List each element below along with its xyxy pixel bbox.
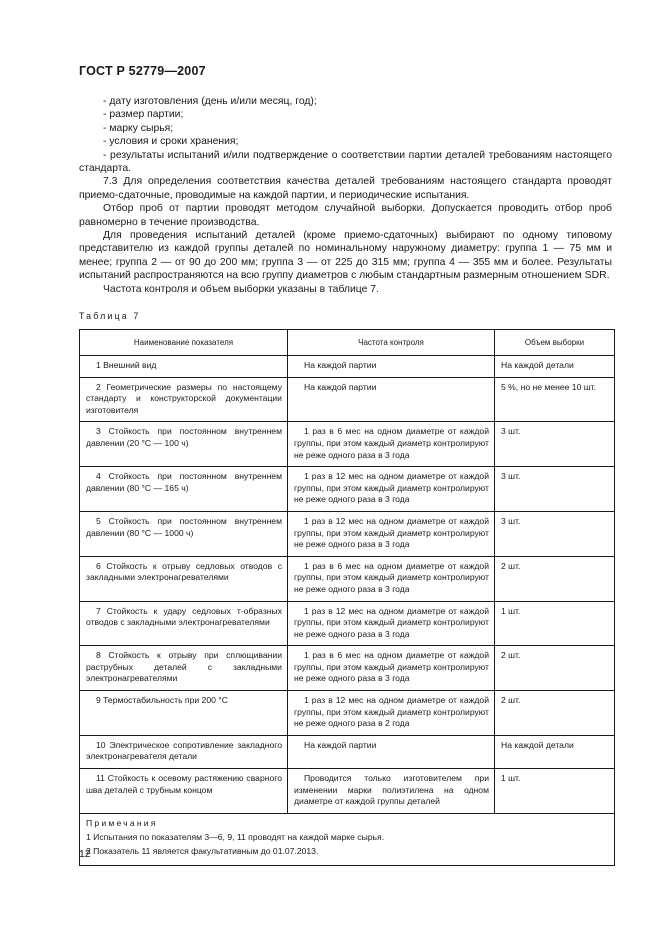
paragraph: Отбор проб от партии проводят методом случайной выборки. Допускается проводить отбор проб равномерно в течение производства. — [79, 203, 612, 228]
table-row — [80, 556, 615, 601]
sample-size-cell: 3 шт. — [495, 422, 615, 467]
bullet-item: - марку сырья; — [103, 122, 174, 134]
sample-size-cell: 2 шт. — [495, 691, 615, 736]
frequency-cell: 1 раз в 12 мес на одном диаметре от каждой группы, при этом каждый диаметр контролируют не реже одного раза в 3 года — [288, 511, 495, 556]
table-row — [80, 377, 615, 422]
body-text — [79, 95, 612, 296]
paragraph: 7.3 Для определения соответствия качества деталей требованиям настоящего стандарта проводят приемо-сдаточные, проводимые на каждой партии, и периодические испытания. — [79, 176, 612, 201]
frequency-cell: На каждой партии — [288, 735, 495, 768]
note-item: 2 Показатель 11 является факультативным до 01.07.2013. — [86, 846, 319, 856]
indicator-cell: 9 Термостабильность при 200 °С — [80, 691, 288, 736]
frequency-cell: 1 раз в 6 мес на одном диаметре от каждой группы, при этом каждый диаметр контролируют не реже одного раза в 3 года — [288, 422, 495, 467]
sample-size-cell: 3 шт. — [495, 511, 615, 556]
frequency-cell: 1 раз в 12 мес на одном диаметре от каждой группы, при этом каждый диаметр контролируют не реже одного раза в 2 года — [288, 691, 495, 736]
notes-cell — [80, 813, 615, 865]
column-header: Частота контроля — [288, 330, 495, 356]
sample-size-cell: На каждой детали — [495, 735, 615, 768]
column-header: Наименование показателя — [80, 330, 288, 356]
indicator-cell: 7 Стойкость к удару седловых т-образных отводов с закладными электронагревателями — [80, 601, 288, 646]
indicator-cell: 8 Стойкость к отрыву при сплющивании раструбных деталей с закладными электронагревателями — [80, 646, 288, 691]
sample-size-cell: 1 шт. — [495, 601, 615, 646]
indicator-cell: 1 Внешний вид — [80, 356, 288, 378]
frequency-cell: На каждой партии — [288, 377, 495, 422]
indicator-cell: 2 Геометрические размеры по настоящему стандарту и конструкторской документации изготовителя — [80, 377, 288, 422]
indicator-cell: 5 Стойкость при постоянном внутреннем давлении (80 °С — 1000 ч) — [80, 511, 288, 556]
document-header: ГОСТ Р 52779—2007 — [79, 64, 206, 78]
sample-size-cell: 2 шт. — [495, 646, 615, 691]
bullet-item: - дату изготовления (день и/или месяц, год); — [103, 96, 317, 107]
indicator-cell: 10 Электрическое сопротивление закладного электронагревателя детали — [80, 735, 288, 768]
frequency-cell: 1 раз в 12 мес на одном диаметре от каждой группы, при этом каждый диаметр контролируют не реже одного раза в 3 года — [288, 601, 495, 646]
table-row — [80, 511, 615, 556]
frequency-cell: 1 раз в 6 мес на одном диаметре от каждой группы, при этом каждый диаметр контролируют не реже одного раза в 3 года — [288, 556, 495, 601]
sample-size-cell: 3 шт. — [495, 467, 615, 512]
table-7 — [79, 329, 615, 866]
page-number: 12 — [79, 849, 91, 860]
notes-row — [80, 813, 615, 865]
notes-title: Примечания — [86, 817, 158, 828]
frequency-cell: 1 раз в 12 мес на одном диаметре от каждой группы, при этом каждый диаметр контролируют не реже одного раза в 3 года — [288, 467, 495, 512]
sample-size-cell: 5 %, но не менее 10 шт. — [495, 377, 615, 422]
table-row — [80, 769, 615, 814]
table-row — [80, 735, 615, 768]
table-row — [80, 646, 615, 691]
table-row — [80, 356, 615, 378]
paragraph: Частота контроля и объем выборки указаны в таблице 7. — [103, 283, 379, 295]
paragraph: Для проведения испытаний деталей (кроме приемо-сдаточных) выбирают по одному типовому представителю из каждой группы деталей по номинальному наружному диаметру: группа 1 — 75 мм и менее; группа 2 — от 90 до 200 мм; группа 3 — от 225 до 315 мм; группа 4 — 355 мм и более. Результаты испытаний распространяются на всю группу диаметров с любым стандартным размерным отношением SDR. — [79, 230, 612, 282]
frequency-cell: Проводится только изготовителем при изменении марки полиэтилена на одном диаметре от каждой группы деталей — [288, 769, 495, 814]
sample-size-cell: На каждой детали — [495, 356, 615, 378]
indicator-cell: 4 Стойкость при постоянном внутреннем давлении (80 °С — 165 ч) — [80, 467, 288, 512]
table-row — [80, 467, 615, 512]
column-header: Объем выборки — [495, 330, 615, 356]
bullet-item: - размер партии; — [103, 109, 184, 121]
table-row — [80, 691, 615, 736]
frequency-cell: На каждой партии — [288, 356, 495, 378]
table-header-row — [80, 330, 615, 356]
table-row — [80, 422, 615, 467]
note-item: 1 Испытания по показателям 3—6, 9, 11 проводят на каждой марке сырья. — [86, 832, 385, 843]
sample-size-cell: 2 шт. — [495, 556, 615, 601]
table-caption: Таблица 7 — [79, 311, 141, 321]
indicator-cell: 6 Стойкость к отрыву седловых отводов с закладными электронагревателями — [80, 556, 288, 601]
sample-size-cell: 1 шт. — [495, 769, 615, 814]
indicator-cell: 3 Стойкость при постоянном внутреннем давлении (20 °С — 100 ч) — [80, 422, 288, 467]
indicator-cell: 11 Стойкость к осевому растяжению сварного шва деталей с трубным концом — [80, 769, 288, 814]
frequency-cell: 1 раз в 6 мес на одном диаметре от каждой группы, при этом каждый диаметр контролируют не реже одного раза в 3 года — [288, 646, 495, 691]
bullet-item: - результаты испытаний и/или подтверждение о соответствии партии деталей требованиям настоящего стандарта. — [79, 149, 612, 175]
table-row — [80, 601, 615, 646]
bullet-item: - условия и сроки хранения; — [103, 136, 239, 148]
